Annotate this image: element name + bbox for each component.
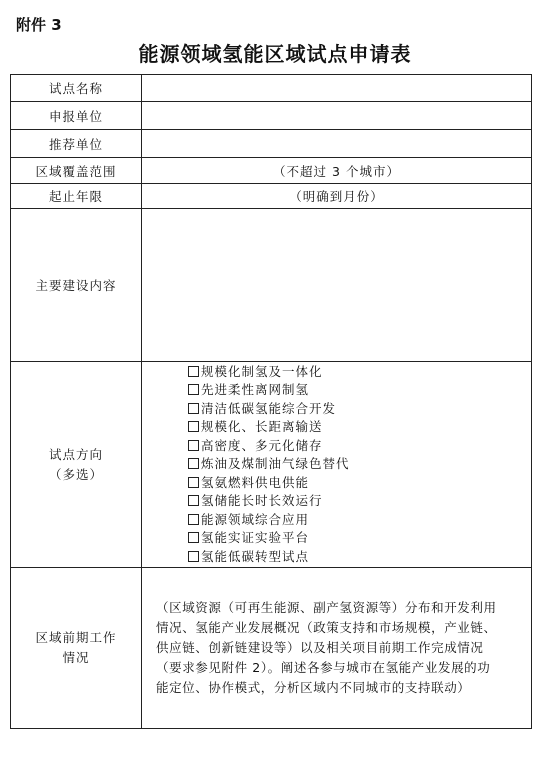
preliminary-label-line1: 区域前期工作 bbox=[35, 630, 117, 645]
row-direction bbox=[11, 362, 532, 568]
applicant-label: 申报单位 bbox=[11, 102, 142, 130]
row-coverage bbox=[11, 158, 532, 184]
checkbox-icon[interactable] bbox=[188, 366, 199, 377]
checkbox-icon[interactable] bbox=[188, 551, 199, 562]
direction-option[interactable]: 高密度、多元化储存 bbox=[188, 437, 531, 456]
row-applicant bbox=[11, 102, 532, 130]
direction-option[interactable]: 氢能低碳转型试点 bbox=[188, 548, 531, 567]
construction-label: 主要建设内容 bbox=[11, 209, 142, 362]
direction-option[interactable]: 清洁低碳氢能综合开发 bbox=[188, 400, 531, 419]
direction-label-line2: （多选） bbox=[48, 466, 103, 482]
row-construction bbox=[11, 209, 532, 362]
checkbox-icon[interactable] bbox=[188, 384, 199, 395]
checkbox-icon[interactable] bbox=[188, 532, 199, 543]
direction-label bbox=[11, 362, 142, 568]
application-form-table bbox=[10, 74, 532, 729]
applicant-field[interactable] bbox=[142, 102, 532, 130]
recommender-field[interactable] bbox=[142, 130, 532, 158]
direction-option[interactable]: 规模化、长距离输送 bbox=[188, 418, 531, 437]
pilot-name-label: 试点名称 bbox=[11, 75, 142, 102]
checkbox-icon[interactable] bbox=[188, 495, 199, 506]
direction-option[interactable]: 先进柔性离网制氢 bbox=[188, 381, 531, 400]
period-label: 起止年限 bbox=[11, 184, 142, 209]
checkbox-icon[interactable] bbox=[188, 440, 199, 451]
attachment-label: 附件 3 bbox=[16, 16, 62, 34]
checkbox-icon[interactable] bbox=[188, 514, 199, 525]
row-preliminary-work bbox=[11, 568, 532, 729]
period-field[interactable]: （明确到月份） bbox=[142, 184, 532, 209]
direction-option[interactable]: 氢能实证实验平台 bbox=[188, 529, 531, 548]
form-title: 能源领域氢能区域试点申请表 bbox=[138, 42, 412, 66]
direction-option[interactable]: 规模化制氢及一体化 bbox=[188, 363, 531, 382]
preliminary-label bbox=[11, 568, 142, 729]
direction-option[interactable]: 氢氨燃料供电供能 bbox=[188, 474, 531, 493]
row-pilot-name bbox=[11, 75, 532, 102]
direction-option[interactable]: 能源领域综合应用 bbox=[188, 511, 531, 530]
row-recommender bbox=[11, 130, 532, 158]
coverage-field[interactable]: （不超过 3 个城市） bbox=[142, 158, 532, 184]
preliminary-label-line2: 情况 bbox=[62, 650, 90, 665]
checkbox-icon[interactable] bbox=[188, 403, 199, 414]
checkbox-icon[interactable] bbox=[188, 421, 199, 432]
direction-options bbox=[142, 362, 532, 568]
coverage-label: 区域覆盖范围 bbox=[11, 158, 142, 184]
row-period bbox=[11, 184, 532, 209]
pilot-name-field[interactable] bbox=[142, 75, 532, 102]
checkbox-icon[interactable] bbox=[188, 458, 199, 469]
direction-label-line1: 试点方向 bbox=[48, 446, 103, 462]
recommender-label: 推荐单位 bbox=[11, 130, 142, 158]
construction-field[interactable] bbox=[142, 209, 532, 362]
checkbox-icon[interactable] bbox=[188, 477, 199, 488]
direction-option[interactable]: 氢储能长时长效运行 bbox=[188, 492, 531, 511]
preliminary-description[interactable]: （区域资源（可再生能源、副产氢资源等）分布和开发利用情况、氢能产业发展概况（政策支持和市场规模，产业链、供应链、创新链建设等）以及相关项目前期工作完成情况（要求参见附件 2）。阐述各参与城市在氢能产业发展的功能定位、协作模式，分析区域内不同城市的支持联动） bbox=[142, 568, 532, 729]
direction-option[interactable]: 炼油及煤制油气绿色替代 bbox=[188, 455, 531, 474]
